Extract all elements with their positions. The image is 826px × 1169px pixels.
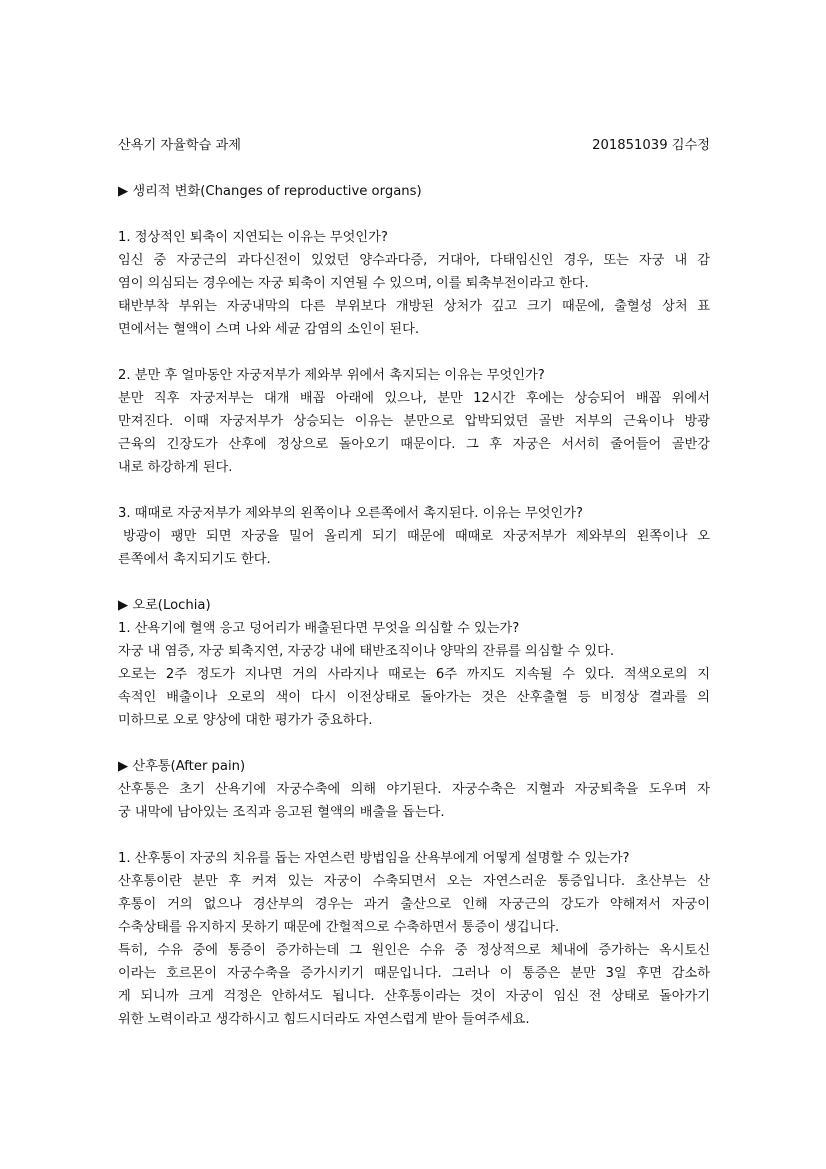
answer-line: 임신 중 자궁근의 과다신전이 있었던 양수과다증, 거대아, 다태임신인 경우, 또는 자궁 내 감 bbox=[118, 253, 710, 268]
answer-line: 특히, 수유 중에 통증이 증가하는데 그 원인은 수유 중 정상적으로 체내에 증가하는 옥시토신 bbox=[118, 943, 710, 958]
answer-line: 산후통이란 분만 후 커져 있는 자궁이 수축되면서 오는 자연스러운 통증입니다. 초산부는 산 bbox=[118, 874, 710, 889]
question-2-fundus-above-umbilicus: 2. 분만 후 얼마동안 자궁저부가 제와부 위에서 촉지되는 이유는 무엇인가? bbox=[118, 368, 545, 383]
section-heading-after-pain: ▶ 산후통(After pain) bbox=[118, 759, 246, 774]
document-body bbox=[118, 134, 710, 1031]
answer-1-involution-delay bbox=[118, 249, 710, 341]
student-id-name: 201851039 김수정 bbox=[592, 138, 710, 153]
answer-line: 면에서는 혈액이 스며 나와 세균 감염의 소인이 된다. bbox=[118, 322, 420, 337]
answer-line: 방광이 팽만 되면 자궁을 밀어 올리게 되기 때문에 때때로 자궁저부가 제와부의 왼쪽이나 오 bbox=[123, 529, 710, 544]
question-3-fundus-deviation: 3. 때때로 자궁저부가 제와부의 왼쪽이나 오른쪽에서 촉지된다. 이유는 무엇인가? bbox=[118, 506, 583, 521]
answer-line: 후통이 거의 없으나 경산부의 경우는 과거 출산으로 인해 자궁근의 강도가 약해져서 자궁이 bbox=[118, 897, 710, 912]
answer-line: 른쪽에서 촉지되기도 한다. bbox=[118, 552, 271, 567]
question-1-involution-delay: 1. 정상적인 퇴축이 지연되는 이유는 무엇인가? bbox=[118, 230, 388, 245]
answer-line: 미하므로 오로 양상에 대한 평가가 중요하다. bbox=[118, 713, 373, 728]
answer-line: 자궁 내 염증, 자궁 퇴축지연, 자궁강 내에 태반조직이나 양막의 잔류를 의심할 수 있다. bbox=[118, 644, 615, 659]
question-lochia-clots: 1. 산욕기에 혈액 응고 덩어리가 배출된다면 무엇을 의심할 수 있는가? bbox=[118, 621, 520, 636]
answer-line: 수축상태를 유지하지 못하기 때문에 간헐적으로 수축하면서 통증이 생깁니다. bbox=[118, 920, 560, 935]
intro-line: 궁 내막에 남아있는 조직과 응고된 혈액의 배출을 돕는다. bbox=[118, 805, 445, 820]
answer-line: 게 되니까 크게 걱정은 안하셔도 됩니다. 산후통이라는 것이 자궁이 임신 전 상태로 돌아가기 bbox=[118, 989, 710, 1004]
question-after-pain-explanation: 1. 산후통이 자궁의 치유를 돕는 자연스런 방법임을 산욕부에게 어떻게 설명할 수 있는가? bbox=[118, 851, 630, 866]
assignment-title: 산욕기 자율학습 과제 bbox=[118, 138, 242, 153]
answer-lochia-clots bbox=[118, 640, 710, 732]
answer-line: 속적인 배출이나 오로의 색이 다시 이전상태로 돌아가는 것은 산후출혈 등 비정상 결과를 의 bbox=[118, 690, 710, 705]
answer-line: 태반부착 부위는 자궁내막의 다른 부위보다 개방된 상처가 깊고 크기 때문에, 출혈성 상처 표 bbox=[118, 299, 710, 314]
answer-line: 오로는 2주 정도가 지나면 거의 사라지나 때로는 6주 까지도 지속될 수 있다. 적색오로의 지 bbox=[118, 667, 710, 682]
answer-after-pain-explanation bbox=[118, 870, 710, 1031]
answer-line: 염이 의심되는 경우에는 자궁 퇴축이 지연될 수 있으며, 이를 퇴축부전이라고 한다. bbox=[118, 276, 589, 291]
document-header bbox=[118, 134, 710, 157]
answer-3-fundus-deviation bbox=[118, 525, 710, 571]
answer-line: 근육의 긴장도가 산후에 정상으로 돌아오기 때문이다. 그 후 자궁은 서서히 줄어들어 골반강 bbox=[118, 437, 710, 452]
answer-line: 분만 직후 자궁저부는 대개 배꼽 아래에 있으나, 분만 12시간 후에는 상승되어 배꼽 위에서 bbox=[118, 391, 710, 406]
answer-line: 내로 하강하게 된다. bbox=[118, 460, 233, 475]
section-heading-lochia: ▶ 오로(Lochia) bbox=[118, 598, 211, 613]
answer-line: 만져진다. 이때 자궁저부가 상승되는 이유는 분만으로 압박되었던 골반 저부의 근육이나 방광 bbox=[118, 414, 710, 429]
section-heading-reproductive-changes: ▶ 생리적 변화(Changes of reproductive organs) bbox=[118, 184, 422, 199]
answer-line: 이라는 호르몬이 자궁수축을 증가시키기 때문입니다. 그러나 이 통증은 분만 3일 후면 감소하 bbox=[118, 966, 710, 981]
after-pain-intro bbox=[118, 778, 710, 824]
answer-2-fundus-above-umbilicus bbox=[118, 387, 710, 479]
answer-line: 위한 노력이라고 생각하시고 힘드시더라도 자연스럽게 받아 들여주세요. bbox=[118, 1012, 530, 1027]
intro-line: 산후통은 초기 산욕기에 자궁수축에 의해 야기된다. 자궁수축은 지혈과 자궁퇴축을 도우며 자 bbox=[118, 782, 710, 797]
